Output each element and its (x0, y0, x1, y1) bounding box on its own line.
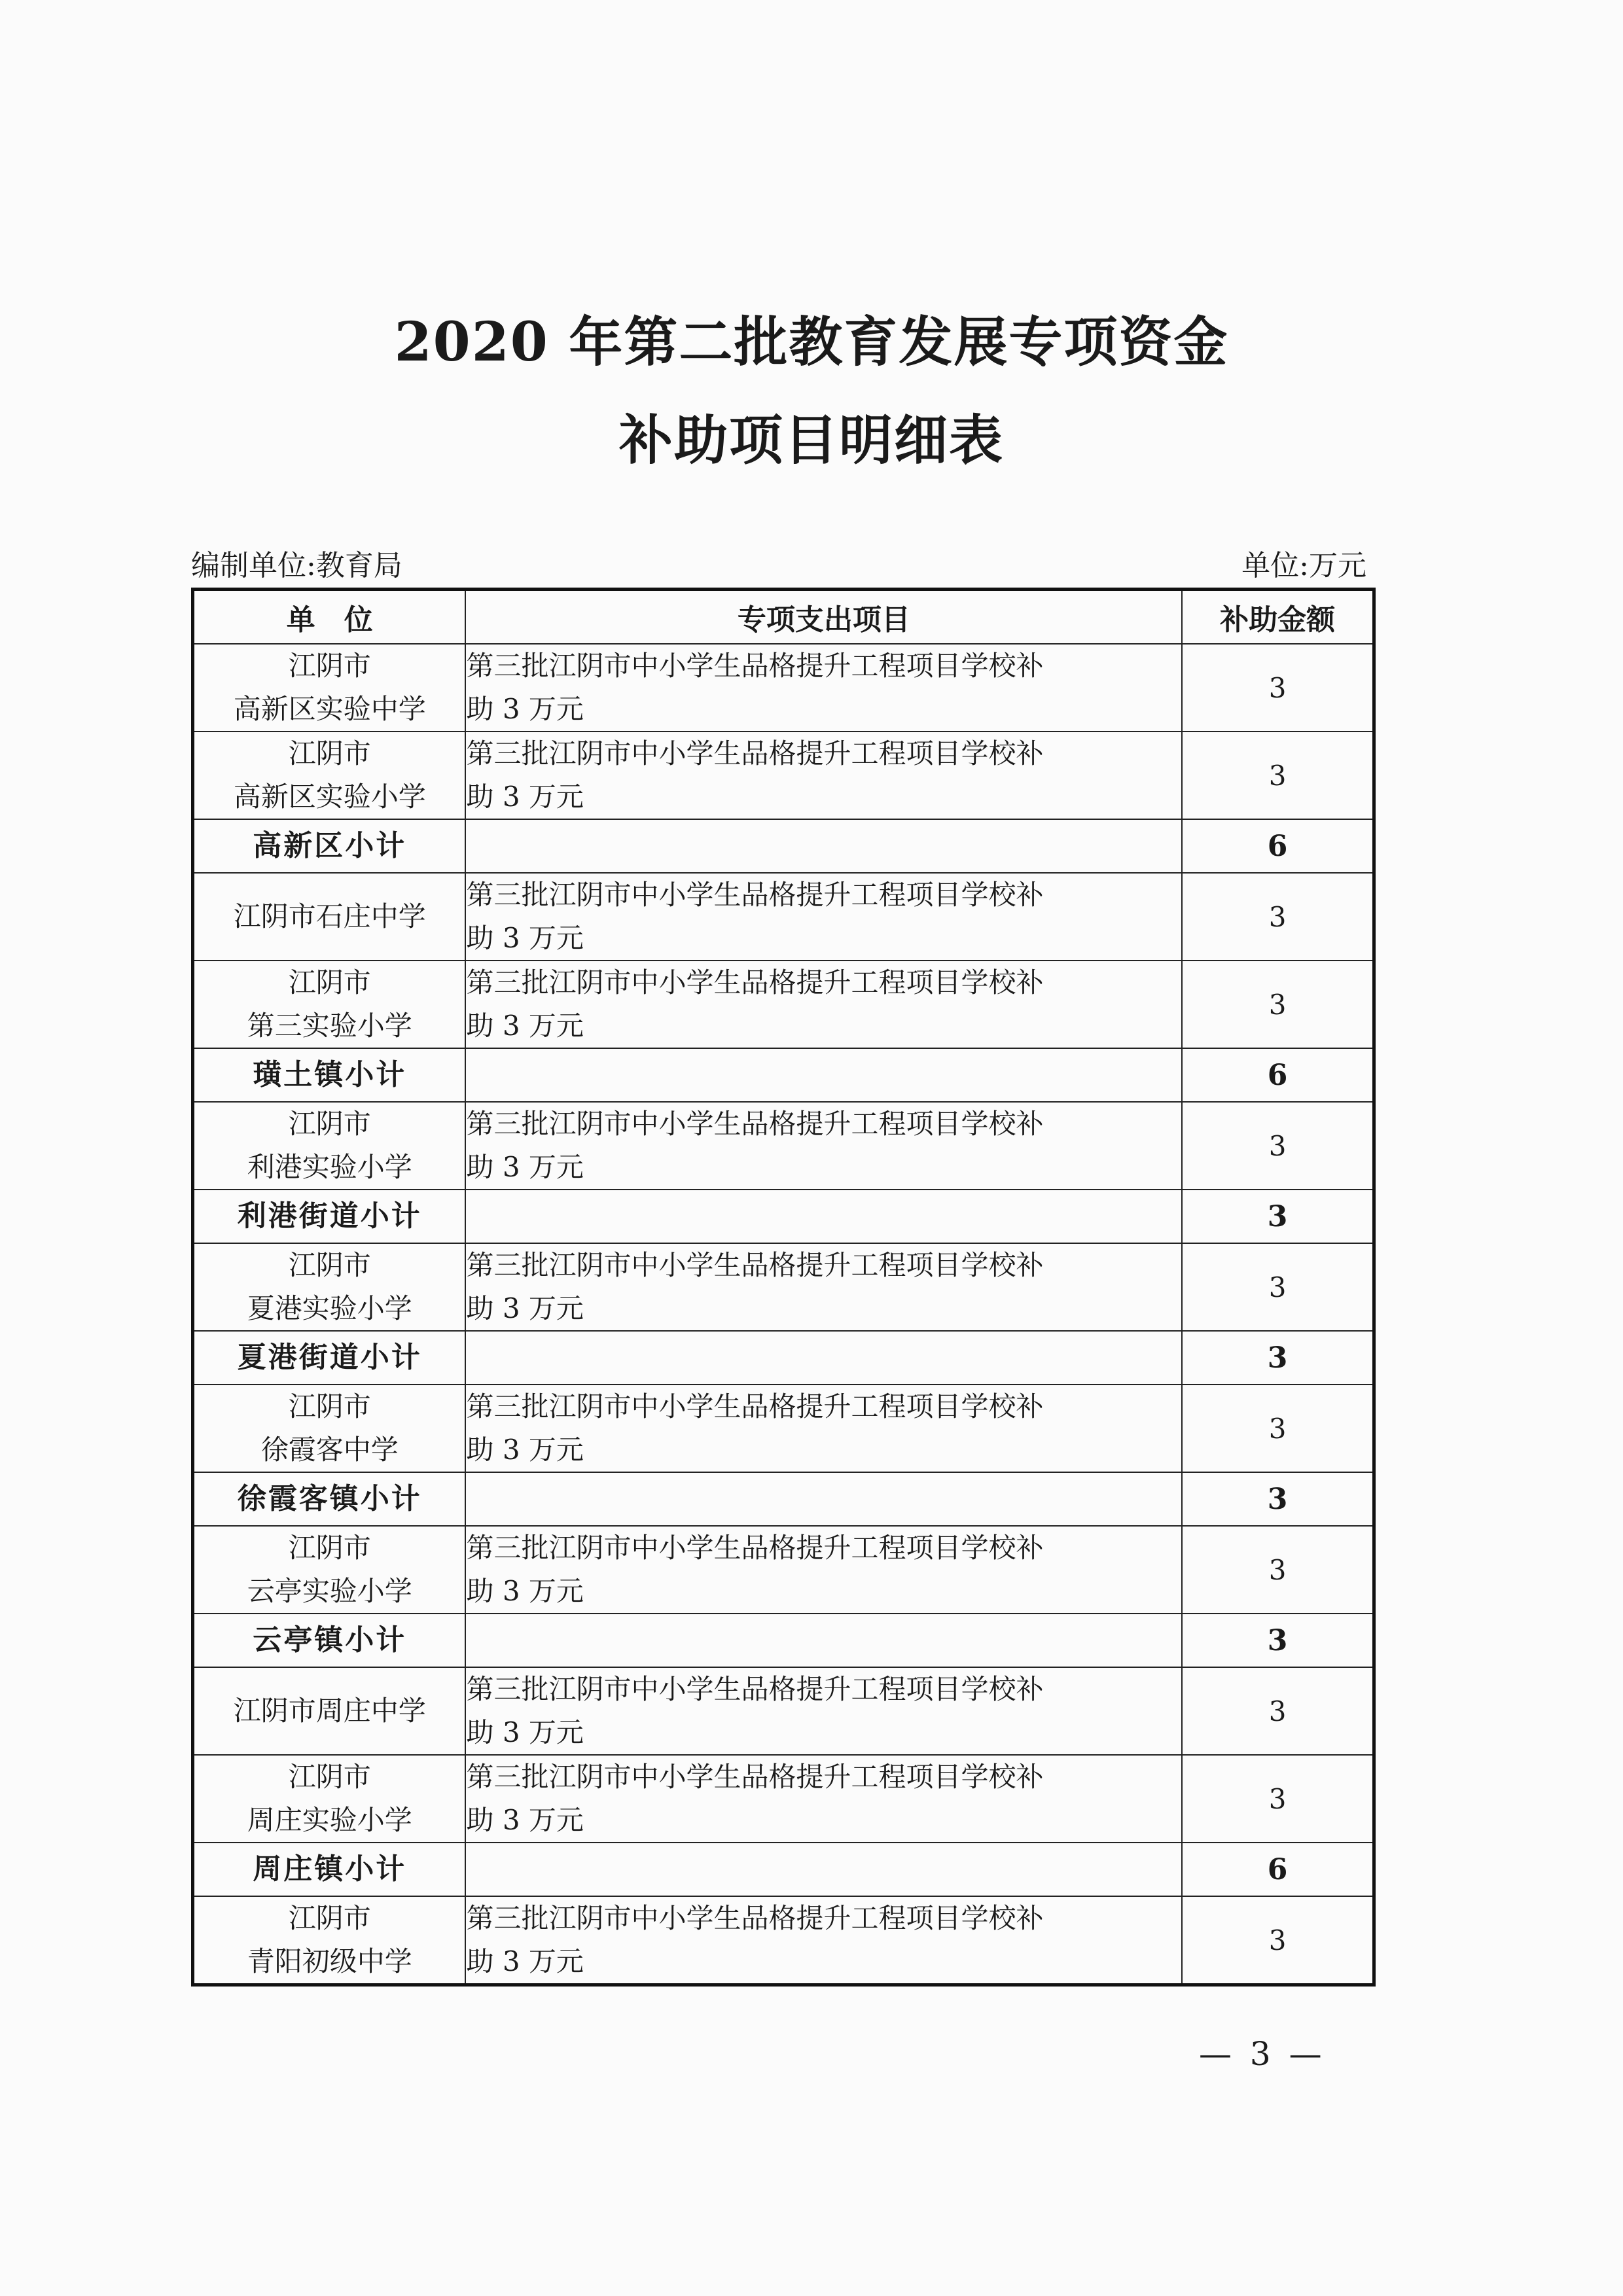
table-row (193, 1667, 1374, 1755)
table-row (193, 961, 1374, 1048)
project-line1: 第三批江阴市中小学生品格提升工程项目学校补 (466, 737, 1044, 769)
project-cell (465, 1667, 1182, 1755)
project-line1: 第三批江阴市中小学生品格提升工程项目学校补 (466, 1673, 1044, 1705)
subtotal-amount: 6 (1182, 1048, 1374, 1102)
document-title-line2: 补助项目明细表 (618, 409, 1004, 472)
amount-cell: 3 (1182, 961, 1374, 1048)
subtotal-row (193, 1843, 1374, 1896)
project-line1: 第三批江阴市中小学生品格提升工程项目学校补 (466, 1902, 1044, 1934)
unit-line2: 第三实验小学 (247, 1010, 412, 1042)
project-line2: 助 3 万元 (466, 1151, 584, 1183)
unit-cell (193, 873, 466, 961)
project-line2: 助 3 万元 (466, 1010, 584, 1042)
amount-cell: 3 (1182, 1755, 1374, 1843)
project-cell (465, 732, 1182, 819)
unit-line2: 利港实验小学 (247, 1151, 412, 1183)
unit-line1: 江阴市石庄中学 (233, 900, 426, 932)
project-line1: 第三批江阴市中小学生品格提升工程项目学校补 (466, 1108, 1044, 1140)
table-row (193, 1896, 1374, 1985)
unit-line1: 江阴市 (288, 1902, 371, 1934)
amount-cell: 3 (1182, 873, 1374, 961)
subtotal-project (465, 1190, 1182, 1243)
unit-line2: 青阳初级中学 (247, 1945, 412, 1977)
unit-cell (193, 1667, 466, 1755)
table-row (193, 732, 1374, 819)
project-line1: 第三批江阴市中小学生品格提升工程项目学校补 (466, 1390, 1044, 1422)
unit-line1: 江阴市 (288, 1761, 371, 1793)
project-cell (465, 1755, 1182, 1843)
project-line2: 助 3 万元 (466, 1434, 584, 1466)
subtotal-row (193, 1331, 1374, 1385)
project-line2: 助 3 万元 (466, 1945, 584, 1977)
subtotal-amount: 3 (1182, 1614, 1374, 1667)
subsidy-table (191, 588, 1376, 1987)
table-row (193, 1243, 1374, 1331)
subtotal-amount: 3 (1182, 1472, 1374, 1526)
unit-note: 单位:万元 (1241, 549, 1366, 582)
project-cell (465, 961, 1182, 1048)
subtotal-row (193, 1614, 1374, 1667)
subtotal-unit: 高新区小计 (193, 819, 466, 873)
unit-cell (193, 732, 466, 819)
amount-cell: 3 (1182, 1667, 1374, 1755)
unit-cell (193, 1755, 466, 1843)
table-row (193, 1755, 1374, 1843)
project-cell (465, 1526, 1182, 1614)
subtotal-unit: 璜土镇小计 (193, 1048, 466, 1102)
unit-cell (193, 644, 466, 732)
unit-line1: 江阴市 (288, 1532, 371, 1564)
amount-cell: 3 (1182, 1102, 1374, 1190)
subtotal-project (465, 1048, 1182, 1102)
subtotal-project (465, 1331, 1182, 1385)
project-cell (465, 644, 1182, 732)
project-cell (465, 1243, 1182, 1331)
project-line1: 第三批江阴市中小学生品格提升工程项目学校补 (466, 879, 1044, 911)
table-row (193, 1526, 1374, 1614)
table-row (193, 1102, 1374, 1190)
table-row (193, 873, 1374, 961)
unit-line1: 江阴市 (288, 737, 371, 769)
unit-cell (193, 1102, 466, 1190)
project-cell (465, 1102, 1182, 1190)
page-number: — 3 — (1199, 2035, 1326, 2073)
subtotal-unit: 徐霞客镇小计 (193, 1472, 466, 1526)
project-line2: 助 3 万元 (466, 1716, 584, 1748)
subtotal-amount: 3 (1182, 1190, 1374, 1243)
project-line1: 第三批江阴市中小学生品格提升工程项目学校补 (466, 1761, 1044, 1793)
amount-cell: 3 (1182, 1385, 1374, 1472)
subtotal-row (193, 1048, 1374, 1102)
header-project: 专项支出项目 (465, 590, 1182, 645)
unit-line2: 夏港实验小学 (247, 1292, 412, 1324)
subtotal-project (465, 1843, 1182, 1896)
project-line2: 助 3 万元 (466, 781, 584, 813)
project-cell (465, 873, 1182, 961)
project-line2: 助 3 万元 (466, 1575, 584, 1607)
subtotal-row (193, 819, 1374, 873)
project-line1: 第三批江阴市中小学生品格提升工程项目学校补 (466, 966, 1044, 998)
subtotal-unit: 利港街道小计 (193, 1190, 466, 1243)
subtotal-project (465, 819, 1182, 873)
unit-line1: 江阴市 (288, 1390, 371, 1422)
amount-cell: 3 (1182, 1526, 1374, 1614)
document-title-line1: 2020 年第二批教育发展专项资金 (394, 311, 1229, 374)
subtotal-row (193, 1190, 1374, 1243)
unit-cell (193, 1526, 466, 1614)
amount-cell: 3 (1182, 644, 1374, 732)
subtotal-project (465, 1614, 1182, 1667)
subtotal-amount: 6 (1182, 819, 1374, 873)
unit-line1: 江阴市 (288, 650, 371, 682)
unit-line2: 徐霞客中学 (260, 1434, 399, 1466)
amount-cell: 3 (1182, 1896, 1374, 1985)
project-line2: 助 3 万元 (466, 922, 584, 954)
project-line2: 助 3 万元 (466, 1292, 584, 1324)
unit-line1: 江阴市 (288, 1108, 371, 1140)
table-row (193, 644, 1374, 732)
unit-line1: 江阴市 (288, 1249, 371, 1281)
amount-cell: 3 (1182, 732, 1374, 819)
table-header-row (193, 590, 1374, 645)
subtotal-unit: 周庄镇小计 (193, 1843, 466, 1896)
project-line1: 第三批江阴市中小学生品格提升工程项目学校补 (466, 1532, 1044, 1564)
subtotal-amount: 3 (1182, 1331, 1374, 1385)
subtotal-amount: 6 (1182, 1843, 1374, 1896)
header-amount: 补助金额 (1182, 590, 1374, 645)
project-line2: 助 3 万元 (466, 1804, 584, 1836)
project-line1: 第三批江阴市中小学生品格提升工程项目学校补 (466, 650, 1044, 682)
project-cell (465, 1896, 1182, 1985)
project-line2: 助 3 万元 (466, 693, 584, 725)
unit-cell (193, 1896, 466, 1985)
subtotal-project (465, 1472, 1182, 1526)
amount-cell: 3 (1182, 1243, 1374, 1331)
unit-cell (193, 1385, 466, 1472)
subtotal-unit: 夏港街道小计 (193, 1331, 466, 1385)
unit-line2: 高新区实验小学 (233, 781, 426, 813)
compiler-label: 编制单位:教育局 (191, 549, 402, 582)
subtotal-row (193, 1472, 1374, 1526)
unit-line2: 云亭实验小学 (247, 1575, 412, 1607)
subtotal-unit: 云亭镇小计 (193, 1614, 466, 1667)
header-unit: 单 位 (193, 590, 466, 645)
unit-line2: 高新区实验中学 (233, 693, 426, 725)
unit-line1: 江阴市周庄中学 (233, 1695, 426, 1727)
table-row (193, 1385, 1374, 1472)
unit-cell (193, 961, 466, 1048)
unit-line1: 江阴市 (288, 966, 371, 998)
project-cell (465, 1385, 1182, 1472)
unit-cell (193, 1243, 466, 1331)
unit-line2: 周庄实验小学 (247, 1804, 412, 1836)
project-line1: 第三批江阴市中小学生品格提升工程项目学校补 (466, 1249, 1044, 1281)
